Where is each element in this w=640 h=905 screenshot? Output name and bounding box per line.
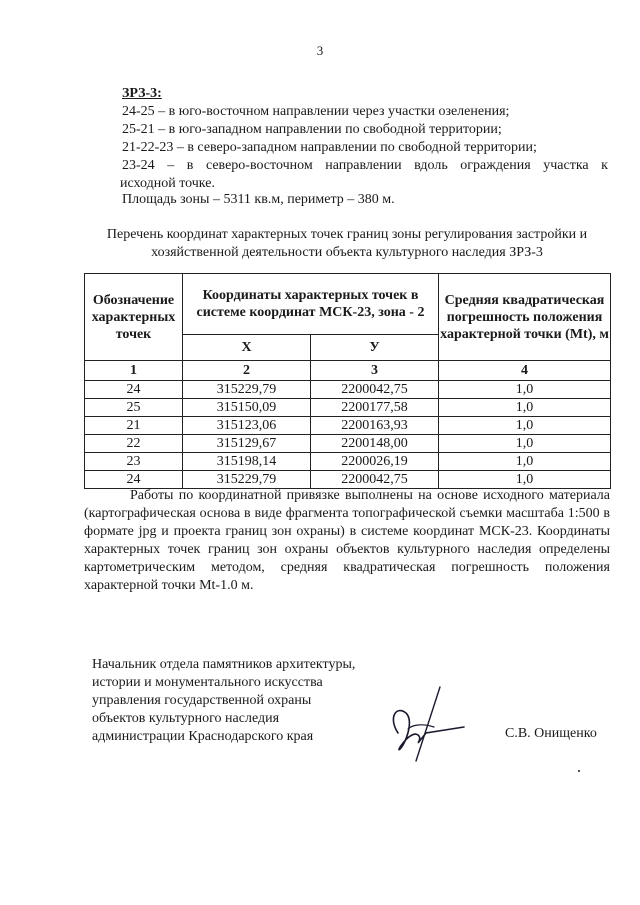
route-line: 25-21 – в юго-западном направлении по свободной территории; — [122, 122, 502, 137]
cell-mt: 1,0 — [439, 381, 611, 399]
column-number: 1 — [85, 361, 183, 381]
notes-text: Работы по координатной привязке выполнены на основе исходного материала (картографическая основа в виде фрагмента топографической съемки масштаба 1:500 в формате jpg и проекта границ зон охраны) в системе координат МСК-23. Координаты характерных точек границ зон охраны объектов культурного наследия определены картометрическим методом, средняя квадратическая погрешность положения характерной точки Mt-1.0 м. — [84, 488, 610, 593]
header-y: У — [311, 334, 439, 360]
notes-paragraph — [84, 487, 610, 595]
cell-x: 315150,09 — [183, 399, 311, 417]
cell-y: 2200177,58 — [311, 399, 439, 417]
table-row — [85, 381, 611, 399]
cell-point: 24 — [85, 381, 183, 399]
cell-mt: 1,0 — [439, 399, 611, 417]
position-line: истории и монументального искусства — [92, 675, 323, 690]
table-row — [85, 435, 611, 453]
cell-x: 315229,79 — [183, 471, 311, 489]
position-line: администрации Краснодарского края — [92, 729, 314, 744]
route-line: 23-24 – в северо-восточном направлении вдоль ограждения участка к — [122, 158, 608, 173]
table-caption — [84, 226, 610, 262]
cell-point: 23 — [85, 453, 183, 471]
position-line: управления государственной охраны — [92, 693, 312, 708]
cell-x: 315198,14 — [183, 453, 311, 471]
cell-point: 22 — [85, 435, 183, 453]
column-number-row — [85, 361, 611, 381]
cell-mt: 1,0 — [439, 435, 611, 453]
cell-y: 2200163,93 — [311, 417, 439, 435]
column-number: 3 — [311, 361, 439, 381]
cell-mt: 1,0 — [439, 453, 611, 471]
header-x: Х — [183, 334, 311, 360]
scan-speck — [578, 770, 580, 772]
caption-line: хозяйственной деятельности объекта культурного наследия ЗРЗ-3 — [151, 245, 543, 260]
cell-x: 315129,67 — [183, 435, 311, 453]
table-row — [85, 453, 611, 471]
route-line: 21-22-23 – в северо-западном направлении по свободной территории; — [122, 140, 537, 155]
header-error: Средняя квадратическая погрешность положения характерной точки (Mt), м — [439, 274, 611, 361]
handwritten-signature — [378, 683, 468, 763]
cell-y: 2200148,00 — [311, 435, 439, 453]
route-line: исходной точке. — [120, 176, 215, 191]
route-line: 24-25 – в юго-восточном направлении через участки озеленения; — [122, 104, 510, 119]
position-line: объектов культурного наследия — [92, 711, 280, 726]
signatory-name: С.В. Онищенко — [505, 726, 597, 741]
cell-point: 25 — [85, 399, 183, 417]
table-row — [85, 471, 611, 489]
position-line: Начальник отдела памятников архитектуры, — [92, 657, 356, 672]
zone-area: Площадь зоны – 5311 кв.м, периметр – 380 м. — [122, 192, 395, 207]
cell-y: 2200026,19 — [311, 453, 439, 471]
cell-y: 2200042,75 — [311, 471, 439, 489]
table-row — [85, 417, 611, 435]
zone-title: ЗРЗ-3: — [122, 86, 162, 101]
coordinates-table — [84, 273, 611, 489]
caption-line: Перечень координат характерных точек границ зоны регулирования застройки и — [106, 227, 588, 242]
header-coordinates: Координаты характерных точек в системе координат МСК-23, зона - 2 — [183, 274, 439, 335]
column-number: 2 — [183, 361, 311, 381]
table-row — [85, 399, 611, 417]
cell-y: 2200042,75 — [311, 381, 439, 399]
zone-routes — [122, 103, 608, 193]
cell-mt: 1,0 — [439, 471, 611, 489]
cell-mt: 1,0 — [439, 417, 611, 435]
cell-x: 315229,79 — [183, 381, 311, 399]
cell-point: 24 — [85, 471, 183, 489]
cell-x: 315123,06 — [183, 417, 311, 435]
header-designation: Обозначение характерных точек — [85, 274, 183, 361]
signatory-position — [92, 656, 355, 746]
page-number: 3 — [316, 43, 324, 58]
column-number: 4 — [439, 361, 611, 381]
cell-point: 21 — [85, 417, 183, 435]
